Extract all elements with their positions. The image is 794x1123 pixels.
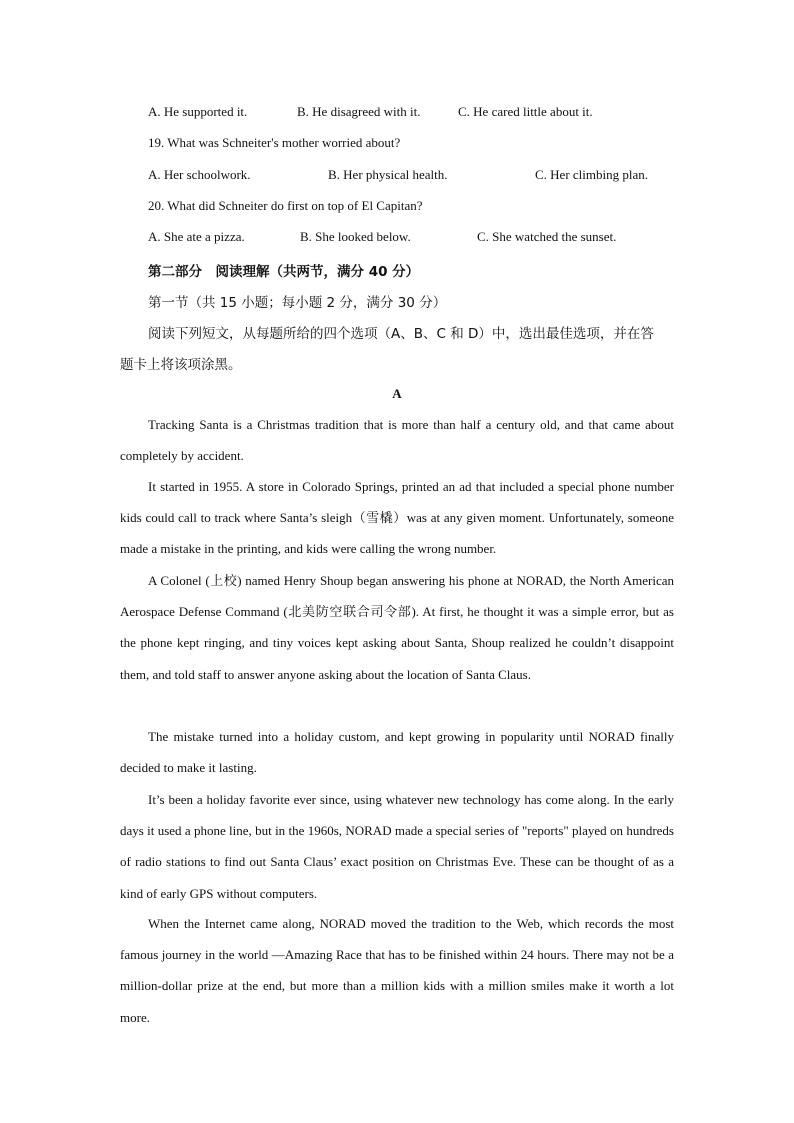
q19-options [148, 167, 708, 187]
q18-option-c: C. He cared little about it. [458, 104, 593, 119]
passage-paragraph-1: Tracking Santa is a Christmas tradition that is more than half a century old, and that came about completely by accident. [120, 417, 674, 464]
q20-options [148, 229, 708, 249]
q18-options [148, 104, 708, 124]
q20-option-c: C. She watched the sunset. [477, 229, 617, 244]
q18-option-b: B. He disagreed with it. [297, 104, 421, 119]
q20-option-a: A. She ate a pizza. [148, 229, 245, 244]
passage-paragraph-3: A Colonel (上校) named Henry Shoup began answering his phone at NORAD, the North American Aerospace Defense Command (北美防空联合司令部). At first, he thought it was a simple error, but as the phone kept ringing, and tiny voices kept asking about Santa, Shoup realized he couldn’t disappoint them, and told staff to answer anyone asking about the location of Santa Claus. [120, 573, 674, 682]
passage-paragraph-5: It’s been a holiday favorite ever since, using whatever new technology has come along. In the early days it used a phone line, but in the 1960s, NORAD made a special series of "reports" played on hundreds of radio stations to find out Santa Claus’ exact position on Christmas Eve. These can be thought of as a kind of early GPS without computers. [120, 792, 674, 901]
passage-paragraph-4: The mistake turned into a holiday custom, and kept growing in popularity until NORAD finally decided to make it lasting. [120, 729, 674, 776]
q20-option-b: B. She looked below. [300, 229, 411, 244]
passage-label: A [392, 386, 402, 401]
q19-option-a: A. Her schoolwork. [148, 167, 251, 182]
q19-option-c: C. Her climbing plan. [535, 167, 649, 182]
passage-paragraph-2: It started in 1955. A store in Colorado Springs, printed an ad that included a special phone number kids could call to track where Santa’s sleigh（雪橇）was at any given moment. Unfortunately, someone made a mistake in the printing, and kids were calling the wrong number. [120, 479, 674, 557]
passage-paragraph-6: When the Internet came along, NORAD moved the tradition to the Web, which records the most famous journey in the world —Amazing Race that has to be finished within 24 hours. There may not be a million-dollar prize at the end, but more than a million kids with a million smiles make it worth a lot more. [120, 916, 674, 1025]
section1-title: 第一节（共 15 小题；每小题 2 分，满分 30 分） [148, 295, 447, 311]
q19-question: 19. What was Schneiter's mother worried about? [148, 135, 401, 150]
q20-question: 20. What did Schneiter do first on top of El Capitan? [148, 198, 423, 213]
part2-title: 第二部分 阅读理解（共两节，满分 40 分） [148, 264, 420, 280]
instruction-line-1: 阅读下列短文，从每题所给的四个选项（A、B、C 和 D）中，选出最佳选项，并在答 [148, 326, 654, 342]
instruction-line-2: 题卡上将该项涂黑。 [120, 357, 242, 373]
q18-option-a: A. He supported it. [148, 104, 248, 119]
q19-option-b: B. Her physical health. [328, 167, 448, 182]
